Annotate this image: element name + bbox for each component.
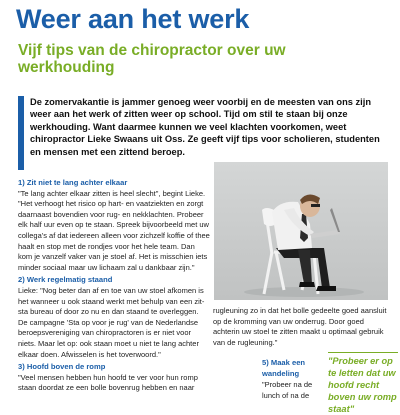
article-title: Weer aan het werk: [16, 4, 250, 34]
pull-quote: "Probeer er op te letten dat uw hoofd recht boven uw romp staat": [328, 352, 398, 415]
tip-1-text: "Te lang achter elkaar zitten is heel slecht", begint Lieke. "Het verhoogt het risico op hart- en vaatziekten en zorgt daarnaast bovendien voor rug- en nekklachten. Probeer elk half uur even op te staan. Spreek bijvoorbeeld met uw collega's af dat iedereen alleen voor zichzelf koffie of thee haalt en stop met de rondjes voor het hele team. Dan kom je vanzelf vaker van je stoel af. Het is misschien iets minder sociaal maar uw lichaam zal u dankbaar zijn.": [18, 188, 210, 272]
tip-3-heading: 3) Hoofd boven de romp: [18, 362, 106, 372]
continuation-text: rugleuning zo in dat het bolle gedeelte goed aansluit op de kromming van uw onderrug. Door goed achterin uw stoel te zitten maakt u optimaal gebruik van de rugleuning.": [213, 306, 387, 347]
column-right-continuation: [213, 306, 387, 348]
tip-2-heading: 2) Werk regelmatig staand: [18, 275, 113, 285]
tip-1-heading: 1) Zit niet te lang achter elkaar: [18, 178, 128, 187]
article-subtitle: Vijf tips van de chiropractor over uw werkhouding: [18, 42, 286, 76]
tip-2-text: Lieke: "Nog beter dan af en toe van uw stoel afkomen is het wanneer u ook staand werkt met behulp van een zit-sta bureau of door zo nu en dan staand te overleggen. De campagne 'Sta op voor je rug' van de Nederlandse beroepsvereniging van chiropractoren is er niet voor niets. Maar let op: ook staan moet u niet te lang achter elkaar doen. Afwisselen is het toverwoord.": [18, 285, 205, 359]
column-left: [18, 178, 210, 395]
intro-paragraph: De zomervakantie is jammer genoeg weer voorbij en de meesten van ons zijn weer aan het werk of zitten weer op school. Tijd om stil te staan bij onze werkhouding. Want daarmee kunnen we veel klachten voorkomen, weet chiropractor Lieke Swaans uit Oss. Ze geeft vijf tips voor scholieren, studenten en mensen met een zittend beroep.: [30, 97, 380, 157]
tip-3-text: "Veel mensen hebben hun hoofd te ver voor hun romp staan doordat ze een bolle bovenrug hebben en naar: [18, 372, 198, 393]
photo-illustration: [214, 162, 388, 300]
photo-man-on-chair-with-laptop: [214, 162, 388, 300]
tip-5-heading: 5) Maak een wandeling: [262, 358, 306, 378]
tip-5-text: "Probeer na de lunch of na de: [262, 380, 313, 400]
intro-accent-bar: [18, 96, 24, 170]
